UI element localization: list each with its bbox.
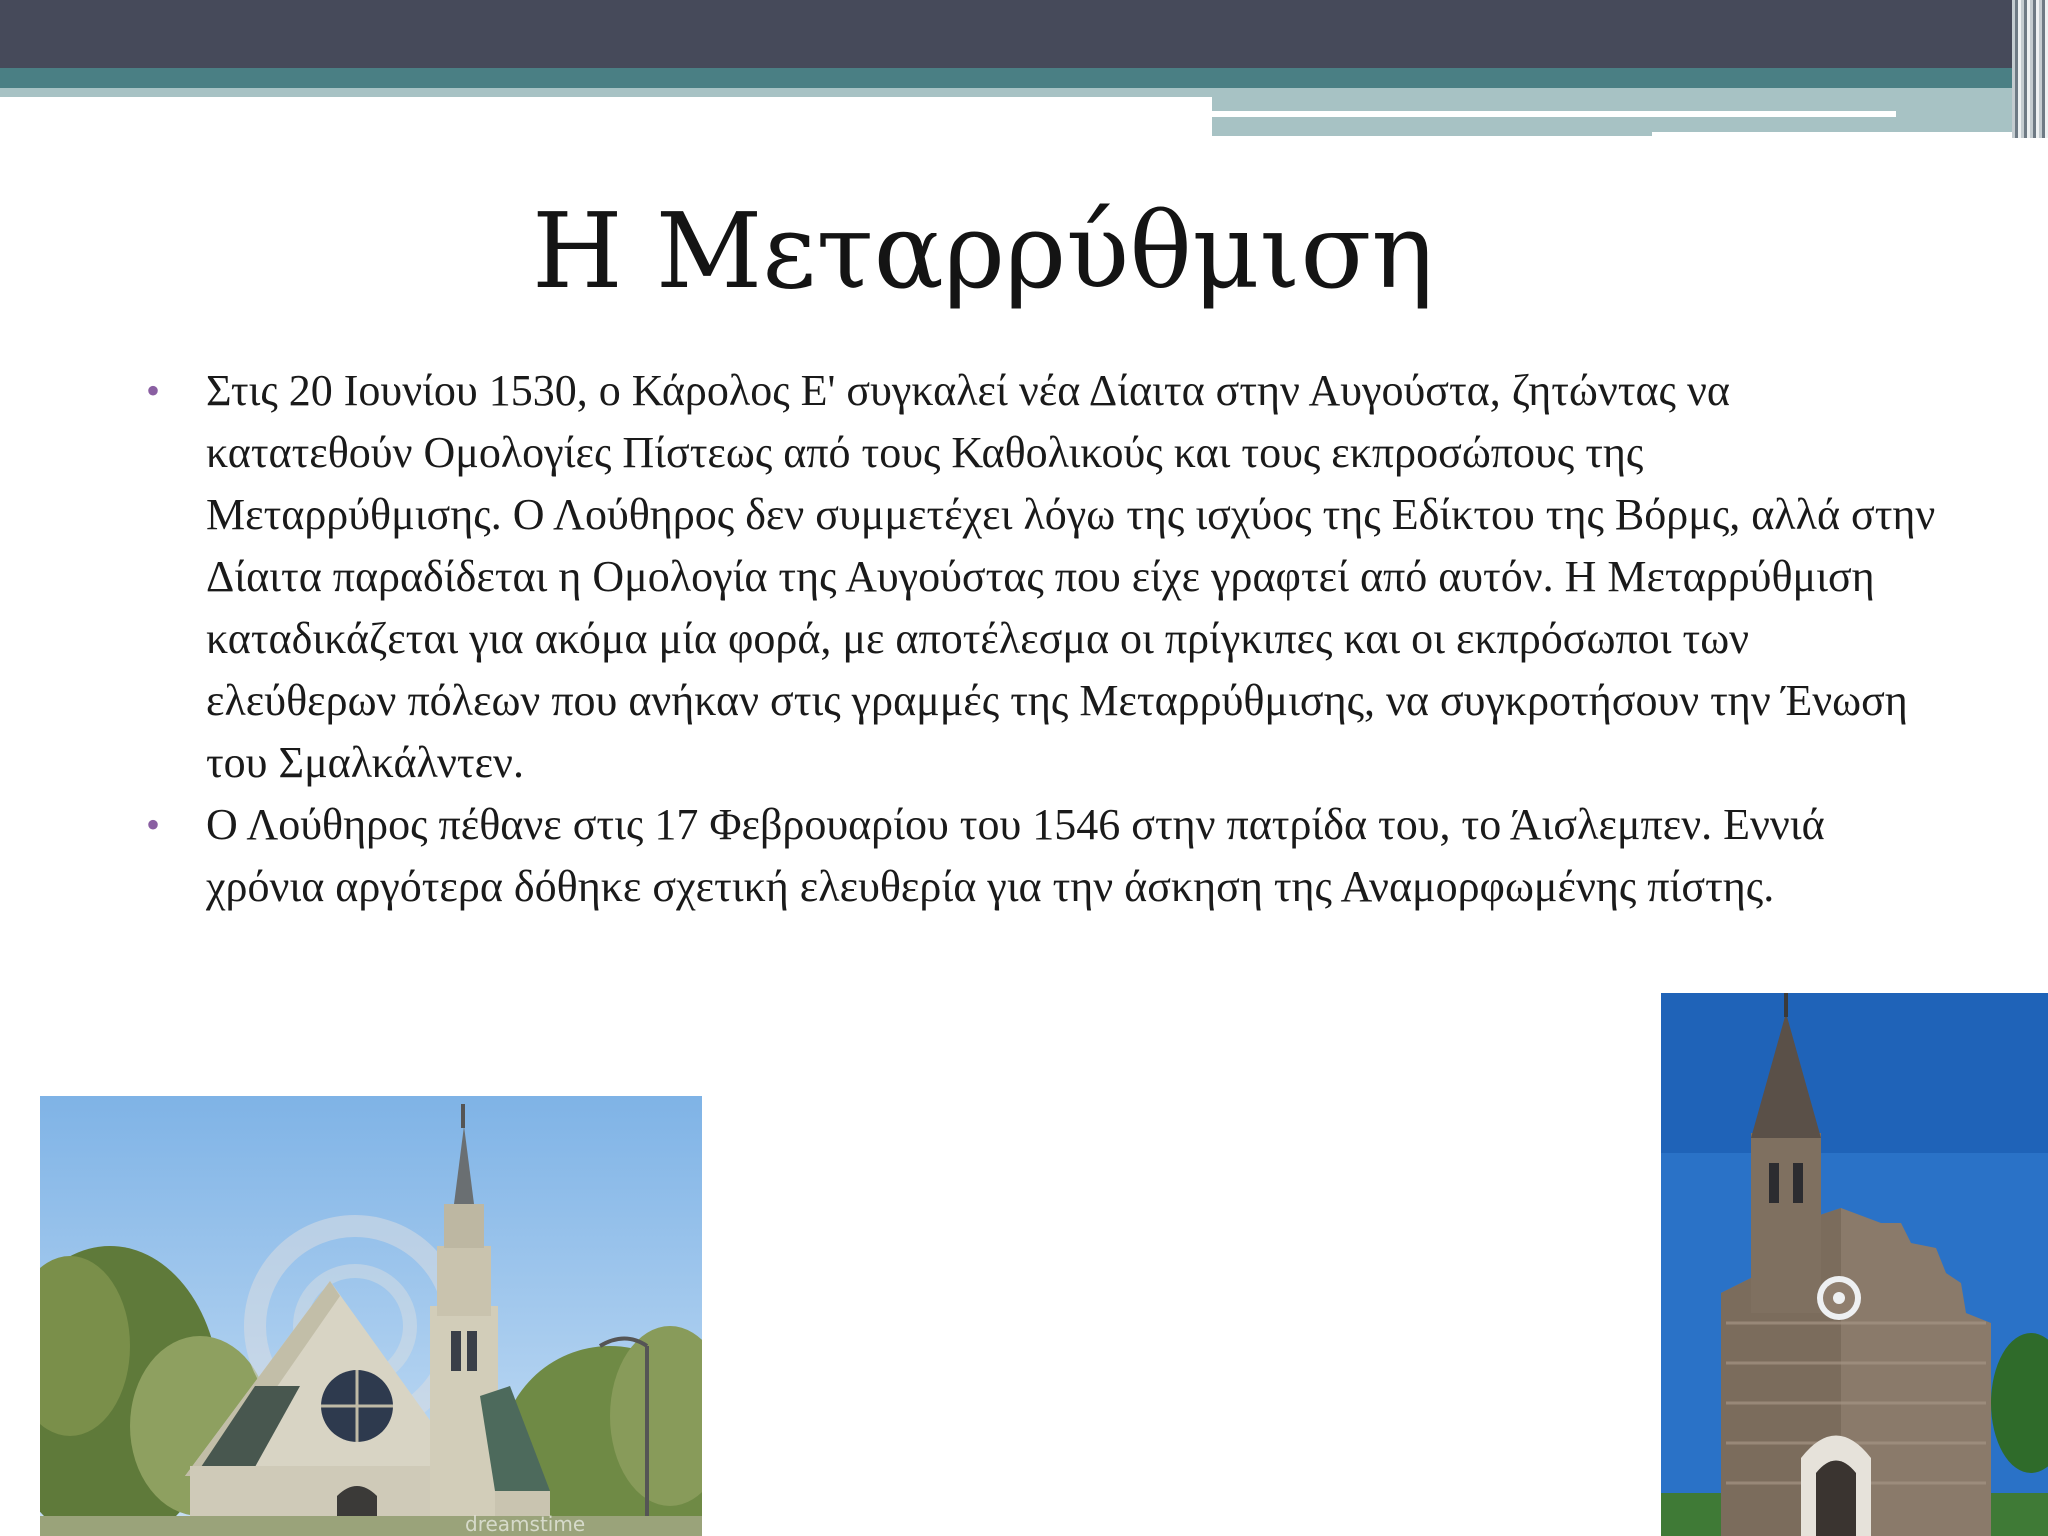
bullet-dot-icon: • bbox=[146, 368, 161, 413]
church-photo-left-image bbox=[40, 1096, 702, 1536]
church-photo-left bbox=[40, 1096, 702, 1536]
watermark-text: dreamstime bbox=[465, 1512, 586, 1536]
church-photo-right-image bbox=[1661, 993, 2048, 1536]
bullet-item bbox=[146, 360, 1936, 794]
bullet-item bbox=[146, 794, 1936, 918]
bullet-list bbox=[146, 360, 1936, 918]
bullet-text: Στις 20 Ιουνίου 1530, ο Κάρολος Ε' συγκαλεί νέα Δίαιτα στην Αυγούστα, ζητώντας να κατατεθούν Ομολογίες Πίστεως από τους Καθολικούς και τους εκπροσώπους της Μεταρρύθμισης. Ο Λούθηρος δεν συμμετέχει λόγω της ισχύος της Εδίκτου της Βόρμς, αλλά στην Δίαιτα παραδίδεται η Ομολογία της Αυγούστας που είχε γραφτεί από αυτόν. Η Μεταρρύθμιση καταδικάζεται για ακόμα μία φορά, με αποτέλεσμα οι πρίγκιπες και οι εκπρόσωποι των ελεύθερων πόλεων που ανήκαν στις γραμμές της Μεταρρύθμισης, να συγκροτήσουν την Ένωση του Σμαλκάλντεν. bbox=[206, 366, 1936, 787]
header-edge-stripes bbox=[2012, 0, 2048, 138]
header-dark-bar bbox=[0, 0, 2048, 68]
header-white-line bbox=[1212, 111, 1896, 117]
header-teal-bar bbox=[0, 68, 2048, 88]
header-light-bar bbox=[0, 88, 1212, 97]
church-photo-right bbox=[1661, 993, 2048, 1536]
bullet-text: Ο Λούθηρος πέθανε στις 17 Φεβρουαρίου του 1546 στην πατρίδα του, το Άισλεμπεν. Εννιά χρόνια αργότερα δόθηκε σχετική ελευθερία για την άσκηση της Αναμορφωμένης πίστης. bbox=[206, 800, 1825, 911]
header-white-line-short bbox=[1652, 132, 2012, 138]
slide-title: Η Μεταρρύθμιση bbox=[532, 190, 1434, 312]
bullet-dot-icon: • bbox=[146, 802, 161, 847]
